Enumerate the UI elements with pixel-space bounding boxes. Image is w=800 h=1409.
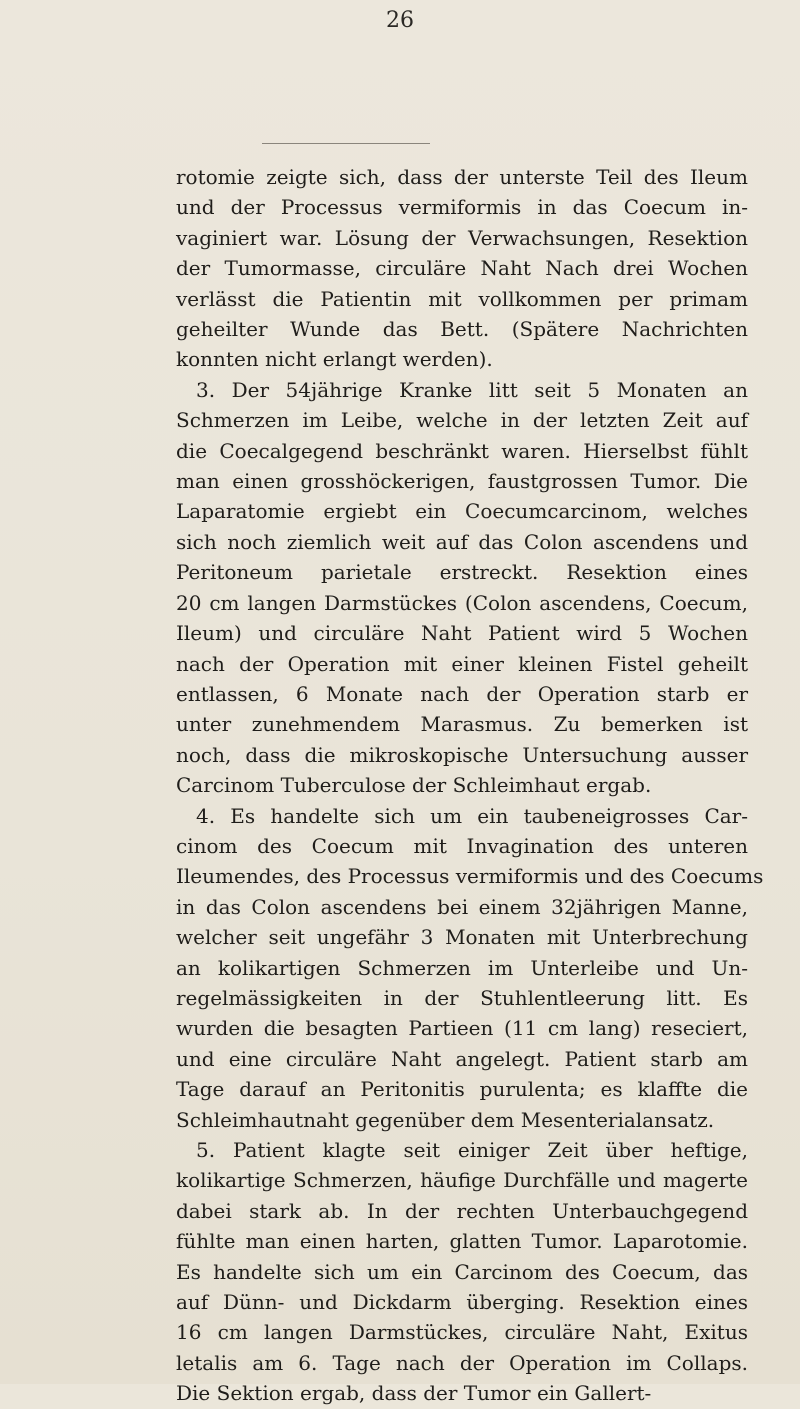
text-line: konnten nicht erlangt werden).: [176, 347, 493, 372]
text-line: Ileum) und circuläre Naht Patient wird 5 Wochen: [176, 621, 748, 646]
text-line: regelmässigkeiten in der Stuhlentleerung litt. Es: [176, 985, 748, 1010]
text-line: fühlte man einen harten, glatten Tumor. Laparotomie.: [176, 1229, 748, 1254]
text-line: 5. Patient klagte seit einiger Zeit über heftige,: [196, 1138, 748, 1162]
text-line: 4. Es handelte sich um ein taubeneigrosses Car-: [196, 803, 748, 828]
text-line: Schleimhautnaht gegenüber dem Mesenterialansatz.: [176, 1107, 715, 1132]
text-line: Die Sektion ergab, dass der Tumor ein Gallert-: [176, 1381, 652, 1406]
text-line: 16 cm langen Darmstückes, circuläre Naht, Exitus: [176, 1320, 748, 1345]
text-line: Ileumendes, des Processus vermiformis und des Coecums: [176, 864, 764, 889]
text-line: Carcinom Tuberculose der Schleimhaut ergab.: [176, 773, 652, 798]
text-line: unter zunehmendem Marasmus. Zu bemerken ist: [176, 712, 748, 737]
text-line: und eine circuläre Naht angelegt. Patient starb am: [176, 1046, 748, 1071]
text-line: 20 cm langen Darmstückes (Colon ascendens, Coecum,: [176, 590, 748, 615]
text-line: noch, dass die mikroskopische Untersuchung ausser: [176, 742, 748, 767]
text-line: auf Dünn- und Dickdarm überging. Resektion eines: [176, 1290, 748, 1315]
text-line: und der Processus vermiformis in das Coecum in-: [176, 195, 748, 220]
text-line: vaginiert war. Lösung der Verwachsungen, Resektion: [176, 225, 748, 250]
header-rule: [262, 143, 430, 144]
text-line: geheilter Wunde das Bett. (Spätere Nachrichten: [176, 317, 748, 342]
text-line: Tage darauf an Peritonitis purulenta; es klaffte die: [176, 1077, 748, 1102]
text-line: cinom des Coecum mit Invagination des unteren: [176, 833, 748, 858]
text-line: Es handelte sich um ein Carcinom des Coecum, das: [176, 1259, 748, 1284]
text-line: verlässt die Patientin mit vollkommen per primam: [176, 286, 748, 311]
text-line: Laparatomie ergiebt ein Coecumcarcinom, welches: [176, 499, 748, 524]
text-line: der Tumormasse, circuläre Naht Nach drei Wochen: [176, 256, 748, 281]
text-line: Schmerzen im Leibe, welche in der letzten Zeit auf: [176, 408, 748, 433]
text-line: man einen grosshöckerigen, faustgrossen Tumor. Die: [176, 469, 748, 494]
text-line: sich noch ziemlich weit auf das Colon ascendens und: [176, 529, 748, 554]
text-line: in das Colon ascendens bei einem 32jährigen Manne,: [176, 894, 748, 919]
page-number: 26: [386, 8, 414, 33]
text-line: entlassen, 6 Monate nach der Operation starb er: [176, 681, 748, 706]
text-line: Peritoneum parietale erstreckt. Resektion eines: [176, 560, 748, 585]
text-line: welcher seit ungefähr 3 Monaten mit Unterbrechung: [176, 925, 748, 950]
text-line: kolikartige Schmerzen, häufige Durchfälle und magerte: [176, 1168, 748, 1193]
body-text: [176, 162, 764, 1409]
text-line: wurden die besagten Partieen (11 cm lang) reseciert,: [176, 1016, 748, 1041]
text-line: an kolikartigen Schmerzen im Unterleibe und Un-: [176, 955, 748, 980]
text-line: dabei stark ab. In der rechten Unterbauchgegend: [176, 1198, 748, 1223]
text-line: 3. Der 54jährige Kranke litt seit 5 Monaten an: [196, 377, 748, 402]
text-line: letalis am 6. Tage nach der Operation im Collaps.: [176, 1350, 748, 1375]
text-line: die Coecalgegend beschränkt waren. Hierselbst fühlt: [176, 438, 748, 463]
text-line: nach der Operation mit einer kleinen Fistel geheilt: [176, 651, 748, 676]
text-line: rotomie zeigte sich, dass der unterste Teil des Ileum: [176, 165, 748, 189]
